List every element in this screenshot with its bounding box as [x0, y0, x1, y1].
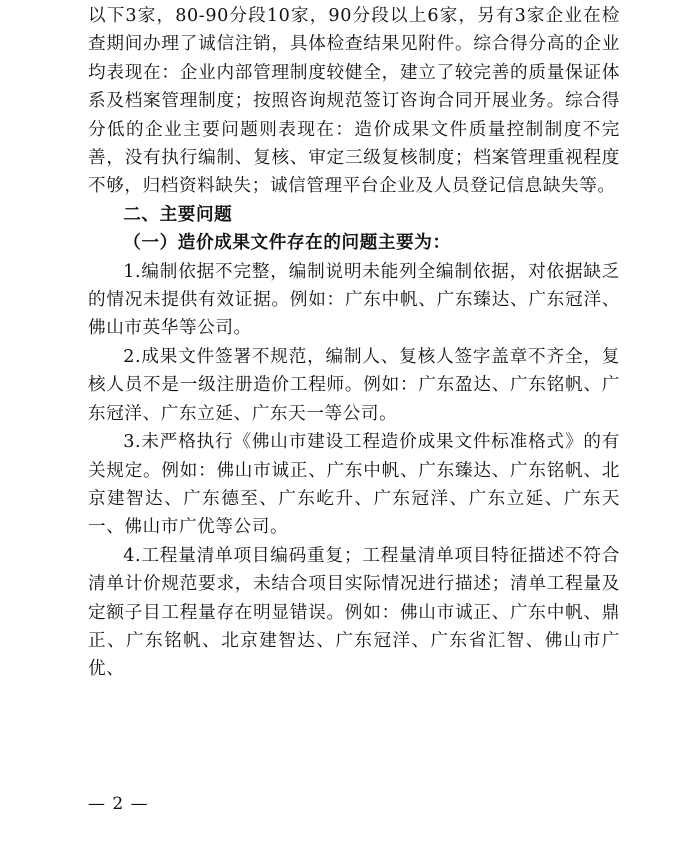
page-number: — 2 — [88, 794, 149, 814]
list-item: 2.成果文件签署不规范，编制人、复核人签字盖章不齐全，复核人员不是一级注册造价工程师。例如：广东盈达、广东铭帆、广东冠洋、广东立延、广东天一等公司。 [88, 346, 620, 424]
list-item: 1.编制依据不完整，编制说明未能列全编制依据，对依据缺乏的情况未提供有效证据。例如：广东中帆、广东臻达、广东冠洋、佛山市英华等公司。 [88, 261, 620, 339]
list-item: 4.工程量清单项目编码重复；工程量清单项目特征描述不符合清单计价规范要求，未结合项目实际情况进行描述；清单工程量及定额子目工程量存在明显错误。例如：佛山市诚正、广东中帆、鼎正、广东铭帆、北京建智达、广东冠洋、广东省汇智、佛山市广优、 [88, 545, 620, 680]
subsection-heading: （一）造价成果文件存在的问题主要为： [123, 232, 451, 254]
document-body [88, 2, 620, 684]
section-heading: 二、主要问题 [123, 204, 233, 225]
list-item: 3.未严格执行《佛山市建设工程造价成果文件标准格式》的有关规定。例如：佛山市诚正、广东中帆、广东臻达、广东铭帆、北京建智达、广东德至、广东屹升、广东冠洋、广东立延、广东天一、佛山市广优等公司。 [88, 432, 620, 538]
intro-paragraph: 以下3家，80-90分段10家，90分段以上6家，另有3家企业在检查期间办理了诚信注销，具体检查结果见附件。综合得分高的企业均表现在：企业内部管理制度较健全，建立了较完善的质量保证体系及档案管理制度；按照咨询规范签订咨询合同开展业务。综合得分低的企业主要问题则表现在：造价成果文件质量控制制度不完善，没有执行编制、复核、审定三级复核制度；档案管理重视程度不够，归档资料缺失；诚信管理平台企业及人员登记信息缺失等。 [88, 6, 620, 197]
